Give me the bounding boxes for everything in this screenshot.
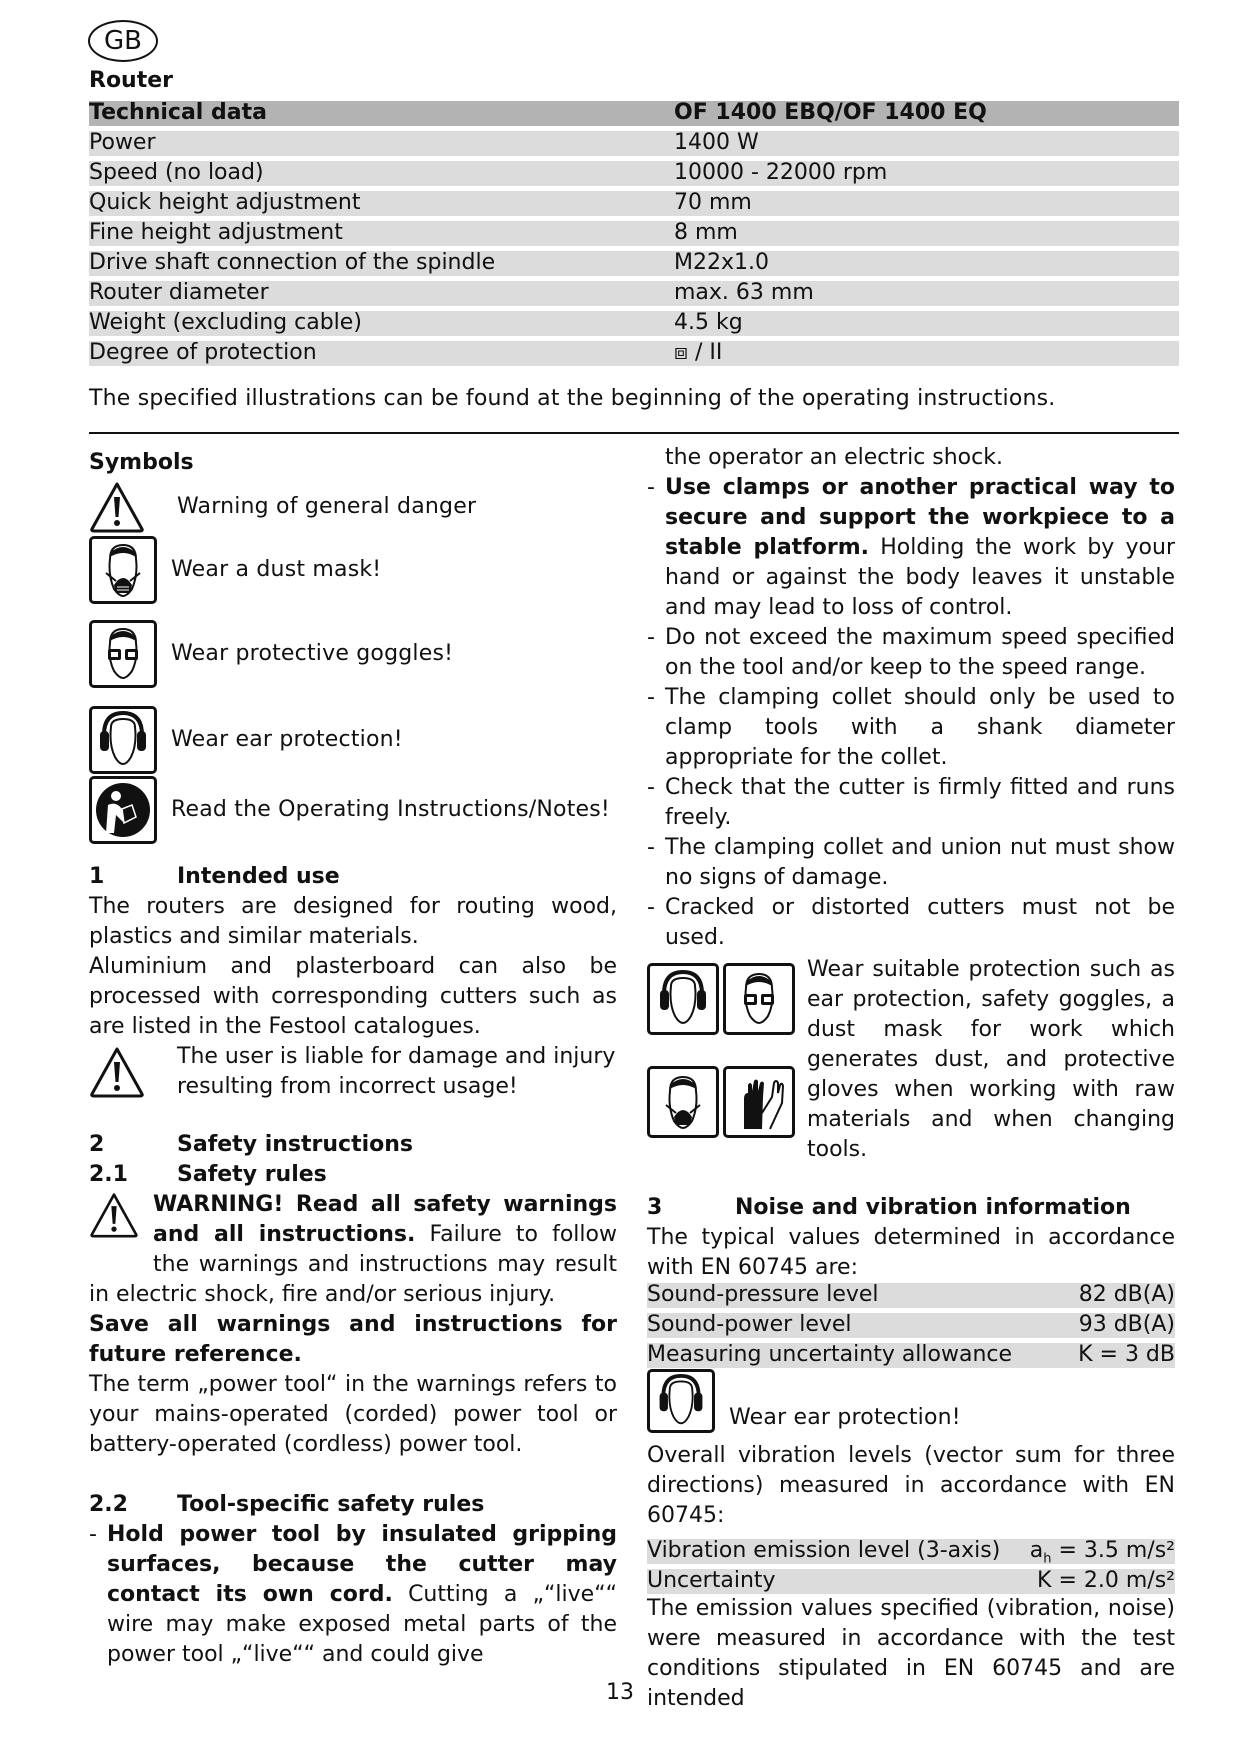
section-title: Safety rules [177,1162,327,1187]
bullet-text: Holding the work by your hand or against the body leaves it unstable and may lead to loss of control. [665,535,1175,620]
row-value: K = 3 dB [1078,1342,1175,1367]
row-label: Weight (excluding cable) [89,310,362,335]
noise-row [647,1343,1175,1368]
row-label: Fine height adjustment [89,220,343,245]
row-value: M22x1.0 [674,250,769,275]
table-row [89,341,1179,366]
row-value: 1400 W [674,130,759,155]
row-label: Sound-power level [647,1312,852,1337]
warning-triangle-icon [89,481,145,533]
section-title: Safety instructions [177,1132,413,1157]
illustrations-note: The specified illustrations can be found at the beginning of the operating instructions. [89,386,1056,411]
vibration-row [647,1569,1175,1594]
subsection-heading [89,1490,617,1520]
bullet-text: Do not exceed the maximum speed specified on the tool and/or keep to the speed range. [665,625,1175,680]
section-intended-use [89,862,617,1102]
goggles-icon [723,963,795,1035]
goggles-icon [89,620,157,688]
table-header-model: OF 1400 EBQ/OF 1400 EQ [674,100,987,125]
warning-text: Failure to follow the warnings and instructions may result in electric shock, fire and/or serious injury. [89,1222,617,1307]
ppe-icon-grid [647,955,807,1165]
row-value: 82 dB(A) [1078,1282,1175,1307]
section-heading [89,1130,617,1160]
warning-paragraph [89,1190,617,1310]
row-value: $a_h = 3.5$ m/s² [1029,1538,1175,1567]
row-label: Measuring uncertainty allowance [647,1342,1013,1367]
section-safety [89,1130,617,1670]
bullet-bold: Use clamps or another practical way to secure and support the workpiece to a stable platform. [665,475,1175,560]
bullet-text: The clamping collet and union nut must show no signs of damage. [665,835,1175,890]
warning-bold: WARNING! Read all safety warnings and all instructions. [153,1192,617,1247]
bullet-text: The clamping collet should only be used to clamp tools with a shank diameter appropriate for the collet. [665,685,1175,770]
symbol-item [89,481,476,533]
symbol-item [89,620,453,688]
section-heading [647,1193,1175,1223]
row-label: Sound-pressure level [647,1282,879,1307]
vibration-row [647,1538,1175,1567]
section-number: 1 [89,864,105,889]
bullet-bold: Hold power tool by insulated gripping surfaces, because the cutter may contact its own cord. [107,1522,617,1607]
page-number: 13 [606,1680,634,1705]
section-title: Noise and vibration information [735,1195,1131,1220]
save-instructions-text: Save all warnings and instructions for future reference. [89,1312,617,1367]
row-label: Drive shaft connection of the spindle [89,250,496,275]
symbol-label: Wear ear protection! [171,727,403,752]
table-header-row [89,101,1179,126]
right-column [647,443,1175,1711]
page-title: Router [89,68,174,93]
symbol-item [89,706,403,774]
paragraph: Aluminium and plasterboard can also be processed with corresponding cutters such as are listed in the Festool catalogues. [89,954,617,1039]
section-title: Intended use [177,864,340,889]
row-label: Vibration emission level (3-axis) [647,1538,1001,1563]
row-label: Power [89,130,156,155]
subsection-heading [89,1160,617,1190]
bullet-item: - The clamping collet should only be used to clamp tools with a shank diameter appropriate for the collet. [647,683,1175,773]
row-value: max. 63 mm [674,280,814,305]
table-row [89,161,1179,186]
row-label: Speed (no load) [89,160,264,185]
paragraph: The term „power tool“ in the warnings refers to your mains-operated (corded) power tool or battery-operated (cordless) power tool. [89,1372,617,1457]
bullet-item: - Do not exceed the maximum speed specified on the tool and/or keep to the speed range. [647,623,1175,683]
usage-warning [89,1042,617,1102]
horizontal-divider [89,432,1179,434]
paragraph: The emission values specified (vibration, noise) were measured in accordance with the test conditions stipulated in EN 60745 and are intended [647,1596,1175,1711]
section-number: 2.2 [89,1492,128,1517]
paragraph: Overall vibration levels (vector sum for three directions) measured in accordance with EN 60745: [647,1443,1175,1528]
country-badge: GB [88,20,158,62]
table-row [89,251,1179,276]
warning-triangle-icon [89,1046,145,1098]
ppe-text: Wear suitable protection such as ear protection, safety goggles, a dust mask for work which generates dust, and protective gloves when working with raw materials and when changing tools. [807,957,1175,1162]
paragraph: The routers are designed for routing wood, plastics and similar materials. [89,894,617,949]
bullet-item: - The clamping collet and union nut must show no signs of damage. [647,833,1175,893]
section-number: 2.1 [89,1162,128,1187]
row-label: Uncertainty [647,1568,776,1593]
ppe-notice [647,955,1175,1165]
bullet-item: - Check that the cutter is firmly fitted and runs freely. [647,773,1175,833]
row-label: Quick height adjustment [89,190,361,215]
row-value: 93 dB(A) [1078,1312,1175,1337]
row-label: Degree of protection [89,340,317,365]
symbol-label: Read the Operating Instructions/Notes! [171,797,610,822]
bullet-item: - Cracked or distorted cutters must not be used. [647,893,1175,953]
symbols-heading: Symbols [89,450,194,475]
bullet-item: - Use clamps or another practical way to secure and support the workpiece to a stable platform. Holding the work by your hand or against the body leaves it unstable and may lead to loss of control. [647,475,1175,620]
warning-text: The user is liable for damage and injury resulting from incorrect usage! [177,1044,616,1099]
symbol-label: Wear a dust mask! [171,557,382,582]
table-header-label: Technical data [89,100,267,125]
bullet-item: - Hold power tool by insulated gripping surfaces, because the cutter may contact its own cord. Cutting a „“live““ wire may make exposed metal parts of the power tool „“live““ and could give [89,1522,617,1667]
section-heading [89,862,617,892]
table-row [89,221,1179,246]
section-number: 2 [89,1132,105,1157]
symbol-item [89,776,610,844]
bullet-text: Check that the cutter is firmly fitted and runs freely. [665,775,1175,830]
ear-protection-note [647,1369,1175,1433]
bullet-text: Cutting a „“live““ wire may make exposed metal parts of the power tool „“live““ and could give [107,1582,617,1667]
row-label: Router diameter [89,280,269,305]
table-row [89,191,1179,216]
section-title: Tool-specific safety rules [177,1492,485,1517]
row-value: 8 mm [674,220,738,245]
section-number: 3 [647,1195,663,1220]
row-value: 70 mm [674,190,752,215]
table-row [89,311,1179,336]
table-row [89,131,1179,156]
symbol-label: Warning of general danger [177,494,477,519]
left-column [89,448,617,1668]
paragraph: The typical values determined in accordance with EN 60745 are: [647,1225,1175,1280]
noise-row [647,1283,1175,1308]
row-value: 10000 - 22000 rpm [674,160,888,185]
symbol-label: Wear protective goggles! [171,641,454,666]
protection-class-value: ⧈ / II [674,340,723,365]
row-value: K = 2.0 m/s² [1037,1568,1175,1593]
ear-protection-icon [647,963,719,1035]
ear-protection-icon [89,706,157,774]
ear-note-label: Wear ear protection! [729,1405,961,1430]
symbol-item [89,536,381,604]
table-row [89,281,1179,306]
ear-protection-icon [647,1369,715,1433]
read-manual-icon [89,776,157,844]
dust-mask-icon [89,536,157,604]
warning-triangle-icon [89,1192,139,1238]
continuation-text: the operator an electric shock. [665,445,1003,470]
noise-row [647,1313,1175,1338]
dust-mask-icon [647,1066,719,1138]
gloves-icon [723,1066,795,1138]
row-value: 4.5 kg [674,310,743,335]
general-warning [89,1190,617,1310]
bullet-text: Cracked or distorted cutters must not be used. [665,895,1175,950]
